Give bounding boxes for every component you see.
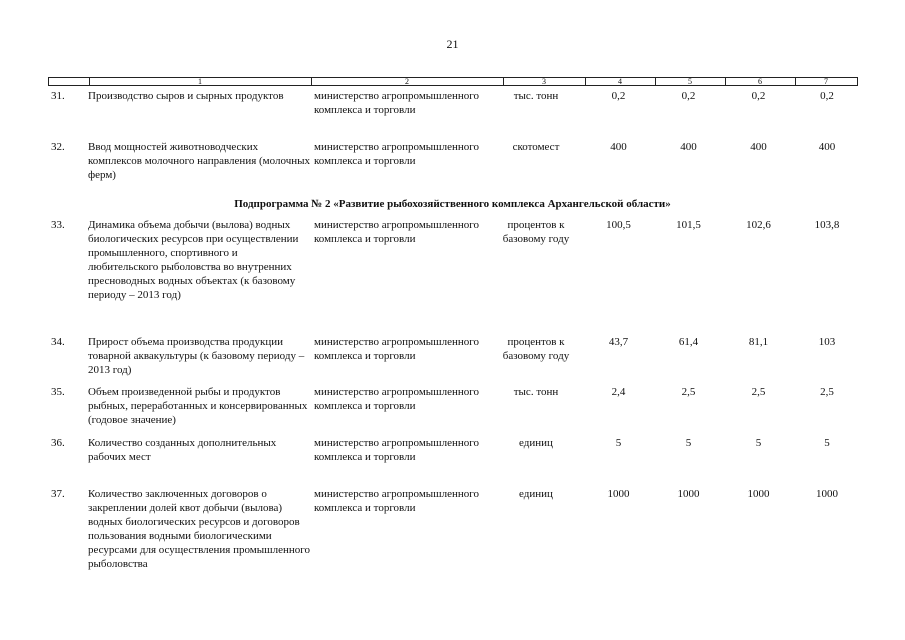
value-col4: 0,2 [611, 90, 626, 102]
row-number: 34. [51, 336, 65, 348]
page-number: 21 [446, 37, 459, 51]
responsible-ministry: министерство агропромышленного комплекса и торговли [314, 386, 480, 412]
unit: скотомест [512, 141, 560, 153]
value-col5: 1000 [677, 488, 700, 500]
value-col6: 0,2 [751, 90, 766, 102]
value-col5: 0,2 [681, 90, 696, 102]
value-col7: 103,8 [814, 219, 840, 231]
unit: процентов к базовому году [502, 219, 570, 245]
responsible-ministry: министерство агропромышленного комплекса и торговли [314, 488, 480, 514]
value-col6: 1000 [747, 488, 770, 500]
row-number: 35. [51, 386, 65, 398]
unit: тыс. тонн [513, 90, 559, 102]
value-col5: 400 [680, 141, 697, 153]
indicator-name: Производство сыров и сырных продуктов [88, 90, 284, 102]
value-col5: 2,5 [681, 386, 696, 398]
responsible-ministry: министерство агропромышленного комплекса и торговли [314, 141, 480, 167]
value-col6: 81,1 [748, 336, 769, 348]
indicator-name: Количество созданных дополнительных рабочих мест [88, 437, 277, 463]
value-col5: 5 [685, 437, 692, 449]
value-col7: 103 [818, 336, 836, 348]
unit: тыс. тонн [513, 386, 559, 398]
row-number: 36. [51, 437, 65, 449]
subprogram-title: Подпрограмма № 2 «Развитие рыбохозяйственного комплекса Архангельской области» [234, 198, 671, 210]
value-col7: 2,5 [820, 386, 834, 398]
unit: процентов к базовому году [502, 336, 570, 362]
value-col6: 400 [750, 141, 767, 153]
value-col4: 400 [610, 141, 627, 153]
value-col7: 400 [818, 141, 836, 153]
indicator-name: Количество заключенных договоров о закреплении долей квот добычи (вылова) водных биологических ресурсов и договоров пользования водными биологическими ресурсами для осуществления промышленного рыболовства [88, 488, 310, 570]
column-number: 6 [758, 77, 762, 86]
column-number: 4 [618, 77, 622, 86]
value-col5: 101,5 [676, 219, 701, 231]
column-number: 5 [688, 77, 692, 86]
value-col4: 5 [615, 437, 622, 449]
row-number: 32. [51, 141, 65, 153]
value-col7: 0,2 [820, 90, 834, 102]
indicator-name: Ввод мощностей животноводческих комплексов молочного направления (молочных ферм) [88, 141, 311, 181]
value-col6: 2,5 [751, 386, 766, 398]
unit: единиц [519, 488, 553, 500]
indicator-name: Динамика объема добычи (вылова) водных биологических ресурсов при осуществлении промышленного, спортивного и любительского рыболовства во внутренних пресноводных водных объектах (к базовому периоду – 2013 год) [88, 219, 299, 301]
row-number: 37. [51, 488, 65, 500]
value-col4: 100,5 [606, 219, 631, 231]
responsible-ministry: министерство агропромышленного комплекса и торговли [314, 437, 480, 463]
column-number [49, 78, 89, 85]
value-col7: 5 [824, 437, 830, 449]
responsible-ministry: министерство агропромышленного комплекса и торговли [314, 219, 480, 245]
value-col6: 5 [755, 437, 762, 449]
unit: единиц [519, 437, 553, 449]
column-number: 3 [542, 77, 546, 86]
column-number: 1 [198, 77, 202, 86]
value-col4: 43,7 [608, 336, 629, 348]
value-col5: 61,4 [678, 336, 699, 348]
responsible-ministry: министерство агропромышленного комплекса и торговли [314, 336, 480, 362]
column-number-header [48, 77, 858, 86]
column-number: 7 [824, 77, 828, 86]
column-number: 2 [405, 77, 409, 86]
row-number: 31. [51, 90, 65, 102]
value-col4: 1000 [607, 488, 630, 500]
indicator-name: Объем произведенной рыбы и продуктов рыбных, переработанных и консервированных (годовое значение) [88, 386, 308, 426]
value-col4: 2,4 [611, 386, 626, 398]
indicator-name: Прирост объема производства продукции товарной аквакультуры (к базовому периоду – 2013 год) [88, 336, 305, 376]
value-col6: 102,6 [746, 219, 771, 231]
responsible-ministry: министерство агропромышленного комплекса и торговли [314, 90, 480, 116]
row-number: 33. [51, 219, 65, 231]
value-col7: 1000 [816, 488, 838, 500]
